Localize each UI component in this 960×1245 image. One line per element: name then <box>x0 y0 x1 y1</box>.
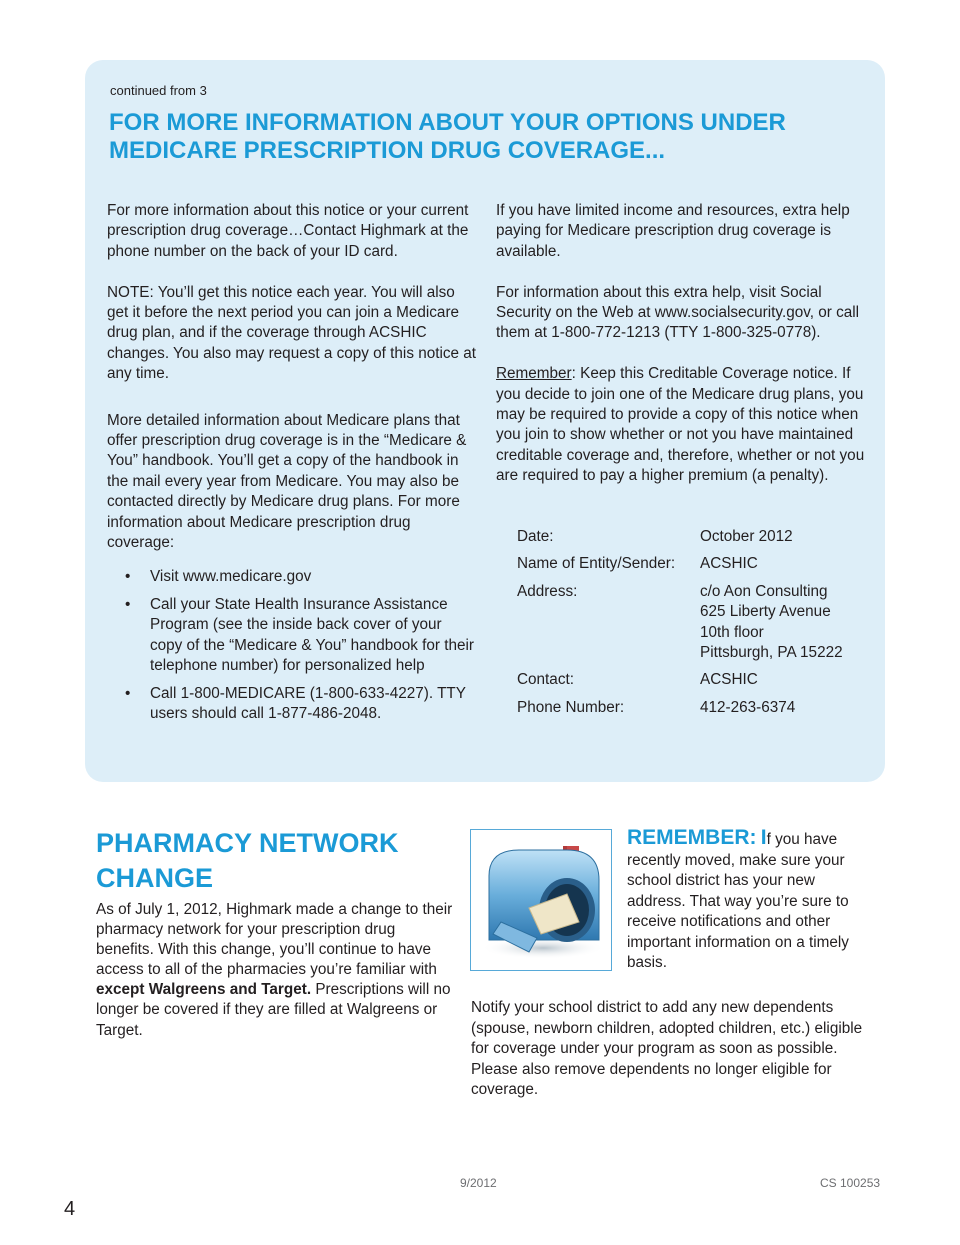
continued-note: continued from 3 <box>110 83 207 98</box>
table-row <box>517 527 843 554</box>
contact-value: ACSHIC <box>700 671 758 689</box>
pharmacy-heading-line1: PHARMACY NETWORK <box>96 828 399 858</box>
remember-paragraph <box>496 364 866 486</box>
address-line: c/o Aon Consulting <box>700 582 828 600</box>
pharmacy-text-end: Prescriptions will no longer be covered if they are filled at Walgreens or Target. <box>96 981 451 1039</box>
pharmacy-emphasis: except Walgreens and Target. <box>96 981 312 999</box>
list-item <box>107 595 477 677</box>
left-column <box>107 201 477 731</box>
bullet-icon: • <box>125 684 131 702</box>
bullet-icon: • <box>125 568 131 586</box>
page-number: 4 <box>64 1198 76 1220</box>
section-heading-line1: FOR MORE INFORMATION ABOUT YOUR OPTIONS UNDER <box>109 109 786 136</box>
list-item-text: Call 1-800-MEDICARE (1-800-633-4227). TTY users should call 1-877-486-2048. <box>150 684 466 722</box>
sender-value: ACSHIC <box>700 555 758 573</box>
table-row <box>517 554 843 581</box>
section-heading <box>109 109 829 165</box>
pharmacy-text: As of July 1, 2012, Highmark made a change to their pharmacy network for your prescription drug benefits. With this change, you’ll continue to have access to all of the pharmacies you’re familiar with <box>96 901 453 979</box>
pharmacy-heading <box>96 826 436 896</box>
address-value <box>700 582 843 671</box>
remember-body: f you have recently moved, make sure your school district has your new address. That way you’re sure to receive notifications and other important information on a timely basis. <box>627 831 849 971</box>
pharmacy-paragraph <box>96 900 456 1041</box>
remember-text: : Keep this Creditable Coverage notice. If you decide to join one of the Medicare drug plans, you may be required to provide a copy of this notice when you join to show whether or not you have maintained creditable coverage and, therefore, whether or not you are required to pay a higher premium (a penalty). <box>496 365 865 485</box>
right-column <box>496 201 866 487</box>
list-item <box>107 567 477 587</box>
phone-label: Phone Number: <box>517 698 625 716</box>
list-item-text: Call your State Health Insurance Assistance Program (see the inside back cover of your copy of the “Medicare & You” handbook for their telephone number) for personalized help <box>150 595 474 675</box>
remember-big-letter: I <box>760 826 767 849</box>
pharmacy-heading-line2: CHANGE <box>96 863 214 893</box>
address-line: 10th floor <box>700 623 764 641</box>
list-item-text: Visit www.medicare.gov <box>150 568 312 586</box>
date-value: October 2012 <box>700 528 793 545</box>
table-row <box>517 670 843 697</box>
sender-label: Name of Entity/Sender: <box>517 555 676 573</box>
social-security-paragraph: For information about this extra help, visit Social Security on the Web at www.socialsecurity.gov, or call them at 1-800-772-1213 (TTY 1-800-325-0778). <box>496 283 860 342</box>
list-item <box>107 684 477 725</box>
footer-code: CS 100253 <box>820 1176 881 1190</box>
table-row <box>517 698 843 725</box>
address-label: Address: <box>517 582 578 600</box>
address-line: Pittsburgh, PA 15222 <box>700 644 843 662</box>
contact-label: Contact: <box>517 671 574 689</box>
bullet-icon: • <box>125 595 131 613</box>
table-row <box>517 582 843 671</box>
note-paragraph: NOTE: You’ll get this notice each year. You will also get it before the next period you can join a Medicare drug plan, and if the coverage through ACSHIC changes. You also may request a copy of this notice at any time. <box>107 283 477 383</box>
sender-info-table <box>517 527 843 725</box>
address-line: 625 Liberty Avenue <box>700 603 831 621</box>
date-label: Date: <box>517 528 554 545</box>
mailbox-icon <box>471 830 610 969</box>
mailbox-image <box>470 829 612 971</box>
phone-value: 412-263-6374 <box>700 698 796 716</box>
remember-callout <box>627 828 877 974</box>
resource-list <box>107 567 477 724</box>
dependents-paragraph: Notify your school district to add any new dependents (spouse, newborn children, adopted children, etc.) eligible for coverage under your program as soon as possible. Please also remove dependents no longer eligible for coverage. <box>471 999 863 1099</box>
extra-help-paragraph: If you have limited income and resources, extra help paying for Medicare prescription drug coverage is available. <box>496 202 850 260</box>
section-heading-line2: MEDICARE PRESCRIPTION DRUG COVERAGE... <box>109 137 666 164</box>
remember-label: Remember <box>496 365 572 383</box>
handbook-paragraph: More detailed information about Medicare plans that offer prescription drug coverage is in the “Medicare & You” handbook. You’ll get a copy of the handbook in the mail every year from Medicare. You may also be contacted directly by Medicare drug plans. For more information about Medicare prescription drug coverage: <box>107 411 467 552</box>
footer-date: 9/2012 <box>460 1176 497 1190</box>
contact-paragraph: For more information about this notice or your current prescription drug coverage…Contact Highmark at the phone number on the back of your ID card. <box>107 202 469 260</box>
remember-title: REMEMBER: <box>627 826 757 849</box>
